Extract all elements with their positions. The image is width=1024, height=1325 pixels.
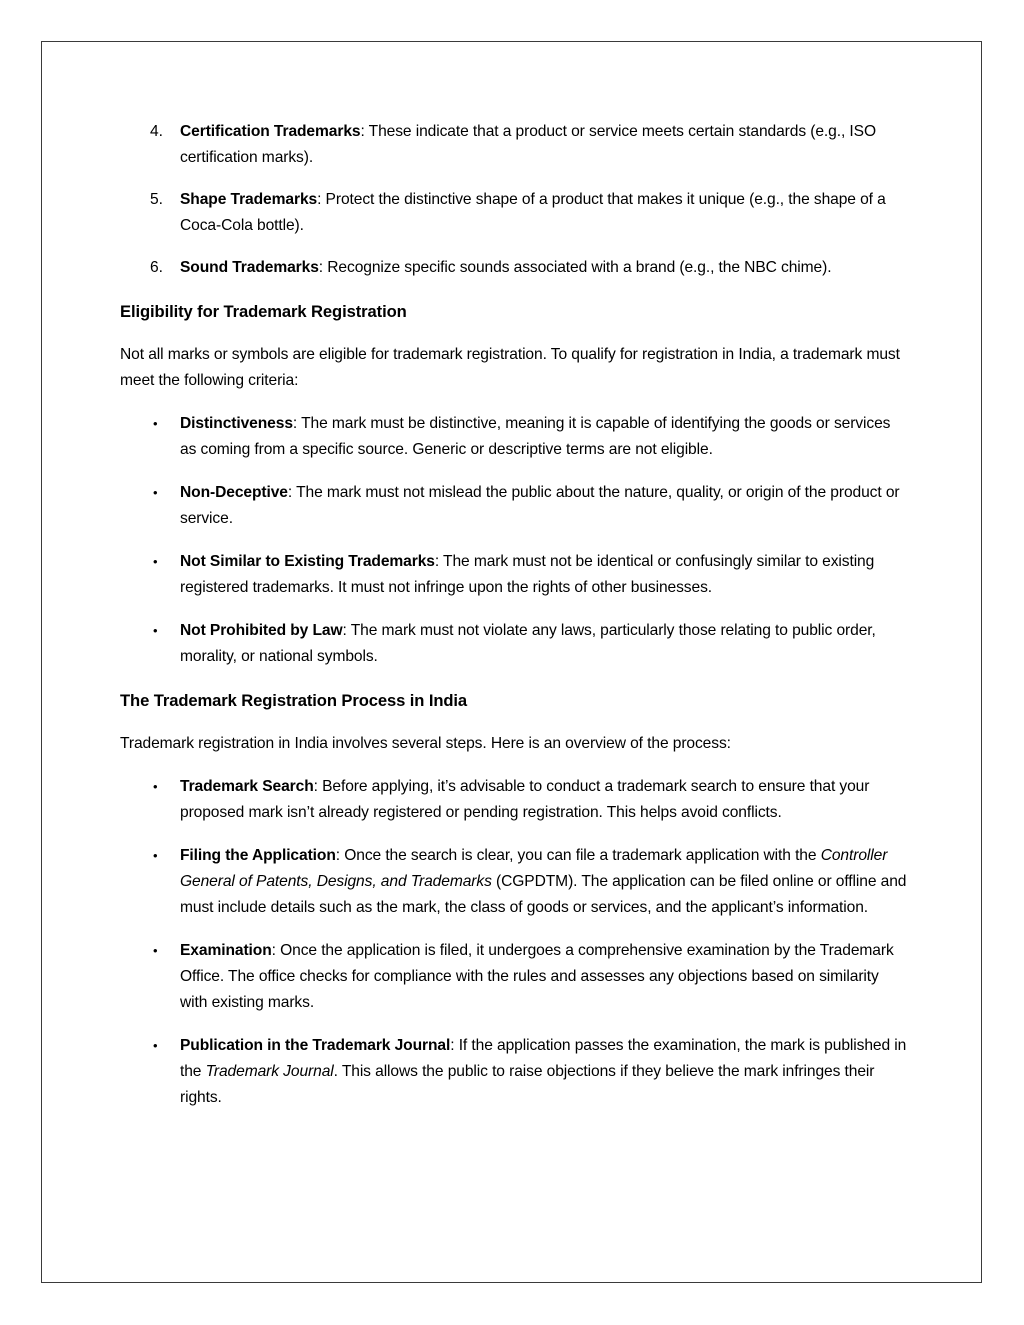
list-number: 5. [150,191,163,208]
description: : The mark must be distinctive, meaning it is capable of identifying the goods or services as coming from a specific source. Generic or descriptive terms are not eligible. [180,415,891,458]
bullet-icon: • [153,554,158,569]
term: Certification Trademarks [180,123,361,140]
list-item-non-deceptive [120,480,910,532]
term: Filing the Application [180,847,336,864]
bullet-icon: • [153,623,158,638]
list-item-distinctiveness [120,411,910,463]
term: Publication in the Trademark Journal [180,1037,451,1054]
list-number: 6. [150,259,163,276]
description-end: (CGPDTM). The application can be filed online or offline and must include details such as the mark, the class of goods or services, and the applicant’s information. [180,873,907,916]
document-content [120,119,910,1111]
description: : The mark must not mislead the public about the nature, quality, or origin of the product or service. [180,484,900,527]
term: Trademark Search [180,778,314,795]
term: Examination [180,942,272,959]
list-item-certification-trademarks [120,119,910,171]
eligibility-heading: Eligibility for Trademark Registration [120,302,407,321]
description-italic: Controller General of Patents, Designs, and Trademarks [180,847,888,890]
list-item-filing-application [120,843,910,921]
list-item-publication [120,1033,910,1111]
term: Shape Trademarks [180,191,318,208]
list-item-trademark-search [120,774,910,826]
list-item-sound-trademarks [120,255,910,281]
description-italic: Trademark Journal [205,1063,334,1080]
list-number: 4. [150,123,163,140]
term: Distinctiveness [180,415,293,432]
term: Sound Trademarks [180,259,319,276]
eligibility-intro: Not all marks or symbols are eligible for trademark registration. To qualify for registration in India, a trademark must meet the following criteria: [120,346,900,389]
description: : Before applying, it’s advisable to conduct a trademark search to ensure that your proposed mark isn’t already registered or pending registration. This helps avoid conflicts. [180,778,870,821]
description: : The mark must not violate any laws, particularly those relating to public order, morality, or national symbols. [180,622,876,665]
bullet-icon: • [153,1038,158,1053]
bullet-icon: • [153,943,158,958]
list-item-not-prohibited [120,618,910,670]
description: : The mark must not be identical or confusingly similar to existing registered trademarks. It must not infringe upon the rights of other businesses. [180,553,875,596]
term: Not Prohibited by Law [180,622,343,639]
description-start: : If the application passes the examination, the mark is published in the [180,1037,907,1080]
description-start: : Once the search is clear, you can file a trademark application with the [335,847,821,864]
bullet-icon: • [153,416,158,431]
description: : Once the application is filed, it undergoes a comprehensive examination by the Trademark Office. The office checks for compliance with the rules and assesses any objections based on similarity with existing marks. [180,942,894,1011]
description: : These indicate that a product or service meets certain standards (e.g., ISO certification marks). [180,123,876,166]
bullet-icon: • [153,779,158,794]
process-intro: Trademark registration in India involves several steps. Here is an overview of the process: [120,735,731,752]
bullet-icon: • [153,485,158,500]
list-item-not-similar [120,549,910,601]
description: : Recognize specific sounds associated with a brand (e.g., the NBC chime). [318,259,832,276]
description-end: . This allows the public to raise objections if they believe the mark infringes their rights. [180,1063,875,1106]
list-item-shape-trademarks [120,187,910,239]
term: Not Similar to Existing Trademarks [180,553,435,570]
bullet-icon: • [153,848,158,863]
term: Non-Deceptive [180,484,288,501]
process-heading: The Trademark Registration Process in India [120,691,468,710]
list-item-examination [120,938,910,1016]
description: : Protect the distinctive shape of a product that makes it unique (e.g., the shape of a Coca-Cola bottle). [180,191,886,234]
